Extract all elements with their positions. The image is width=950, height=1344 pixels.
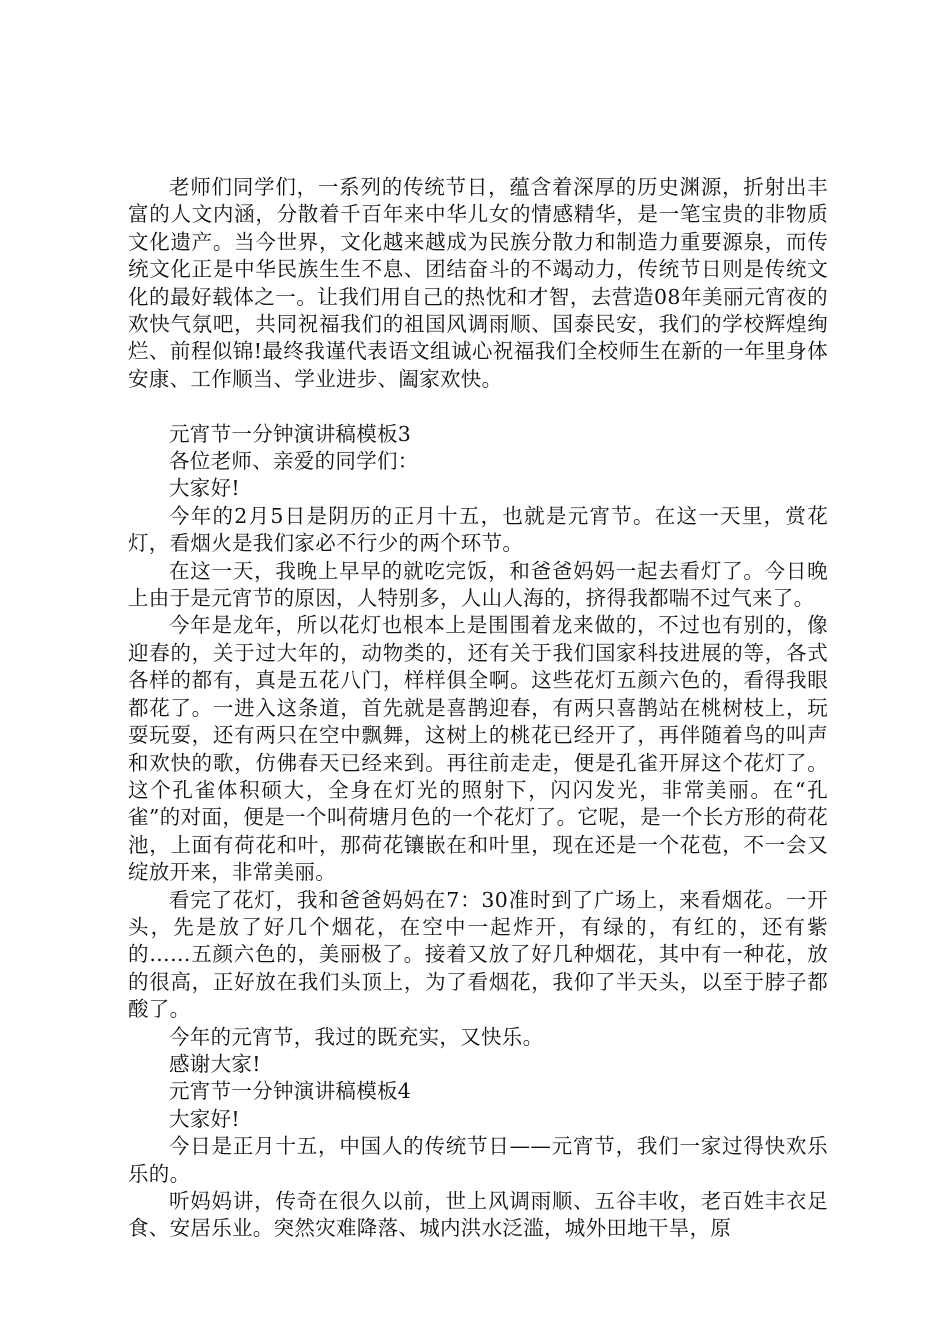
paragraph-lantern-day: 今年的2月5日是阴历的正月十五，也就是元宵节。在这一天里，赏花灯，看烟火是我们家必不行少的两个环节。 bbox=[128, 503, 828, 556]
hello-4: 大家好! bbox=[169, 1106, 240, 1131]
paragraph-fireworks: 看完了花灯，我和爸爸妈妈在7：30准时到了广场上，来看烟花。一开头，先是放了好几个烟花，在空中一起炸开，有绿的，有红的，还有紫的……五颜六色的，美丽极了。接着又放了好几种烟花，其中有一种花，放的很高，正好放在我们头顶上，为了看烟花，我仰了半天头，以至于脖子都酸了。 bbox=[128, 887, 828, 1022]
paragraph-gap bbox=[128, 393, 828, 420]
thanks-line: 感谢大家! bbox=[169, 1051, 261, 1076]
section-title-3: 元宵节一分钟演讲稿模板3 bbox=[169, 421, 412, 446]
paragraph-lanterns: 今年是龙年，所以花灯也根本上是围围着龙来做的，不过也有别的，像迎春的，关于过大年的，动物类的，还有关于我们国家科技进展的等，各式各样的都有，真是五花八门，样样俱全啊。这些花灯五颜六色的，看得我眼都花了。一进入这条道，首先就是喜鹊迎春，有两只喜鹊站在桃树枝上，玩耍玩耍，还有两只在空中飘舞，这树上的桃花已经开了，再伴随着鸟的叫声和欢快的歌，仿佛春天已经来到。再往前走走，便是孔雀开屏这个花灯了。这个孔雀体积硕大，全身在灯光的照射下，闪闪发光，非常美丽。在“孔雀”的对面，便是一个叫荷塘月色的一个花灯了。它呢，是一个长方形的荷花池，上面有荷花和叶，那荷花镶嵌在和叶里，现在还是一个花苞，不一会又绽放开来，非常美丽。 bbox=[128, 613, 828, 885]
greeting-3: 各位老师、亲爱的同学们： bbox=[169, 449, 419, 474]
section-title-4: 元宵节一分钟演讲稿模板4 bbox=[169, 1079, 412, 1104]
paragraph-legend: 听妈妈讲，传奇在很久以前，世上风调雨顺、五谷丰收，老百姓丰衣足食、安居乐业。突然灾难降落、城内洪水泛滥，城外田地干旱，原 bbox=[128, 1189, 828, 1241]
hello-3: 大家好! bbox=[169, 476, 240, 501]
paragraph-festival-day: 今日是正月十五，中国人的传统节日——元宵节，我们一家过得快欢乐乐的。 bbox=[128, 1134, 828, 1186]
paragraph-closing-speech: 老师们同学们，一系列的传统节日，蕴含着深厚的历史渊源，折射出丰富的人文内涵，分散着千百年来中华儿女的情感精华，是一笔宝贵的非物质文化遗产。当今世界，文化越来越成为民族分散力和制造力重要源泉，而传统文化正是中华民族生生不息、团结奋斗的不竭动力，传统节日则是传统文化的最好载体之一。让我们用自己的热忱和才智，去营造08年美丽元宵夜的欢快气氛吧，共同祝福我们的祖国风调雨顺、国泰民安，我们的学校辉煌绚烂、前程似锦!最终我谨代表语文组诚心祝福我们全校师生在新的一年里身体安康、工作顺当、学业进步、阖家欢快。 bbox=[128, 175, 828, 391]
paragraph-evening-crowd: 在这一天，我晚上早早的就吃完饭，和爸爸妈妈一起去看灯了。今日晚上由于是元宵节的原因，人特别多，人山人海的，挤得我都喘不过气来了。 bbox=[128, 558, 828, 611]
paragraph-summary: 今年的元宵节，我过的既充实，又快乐。 bbox=[169, 1024, 544, 1049]
document-page bbox=[128, 174, 828, 1243]
